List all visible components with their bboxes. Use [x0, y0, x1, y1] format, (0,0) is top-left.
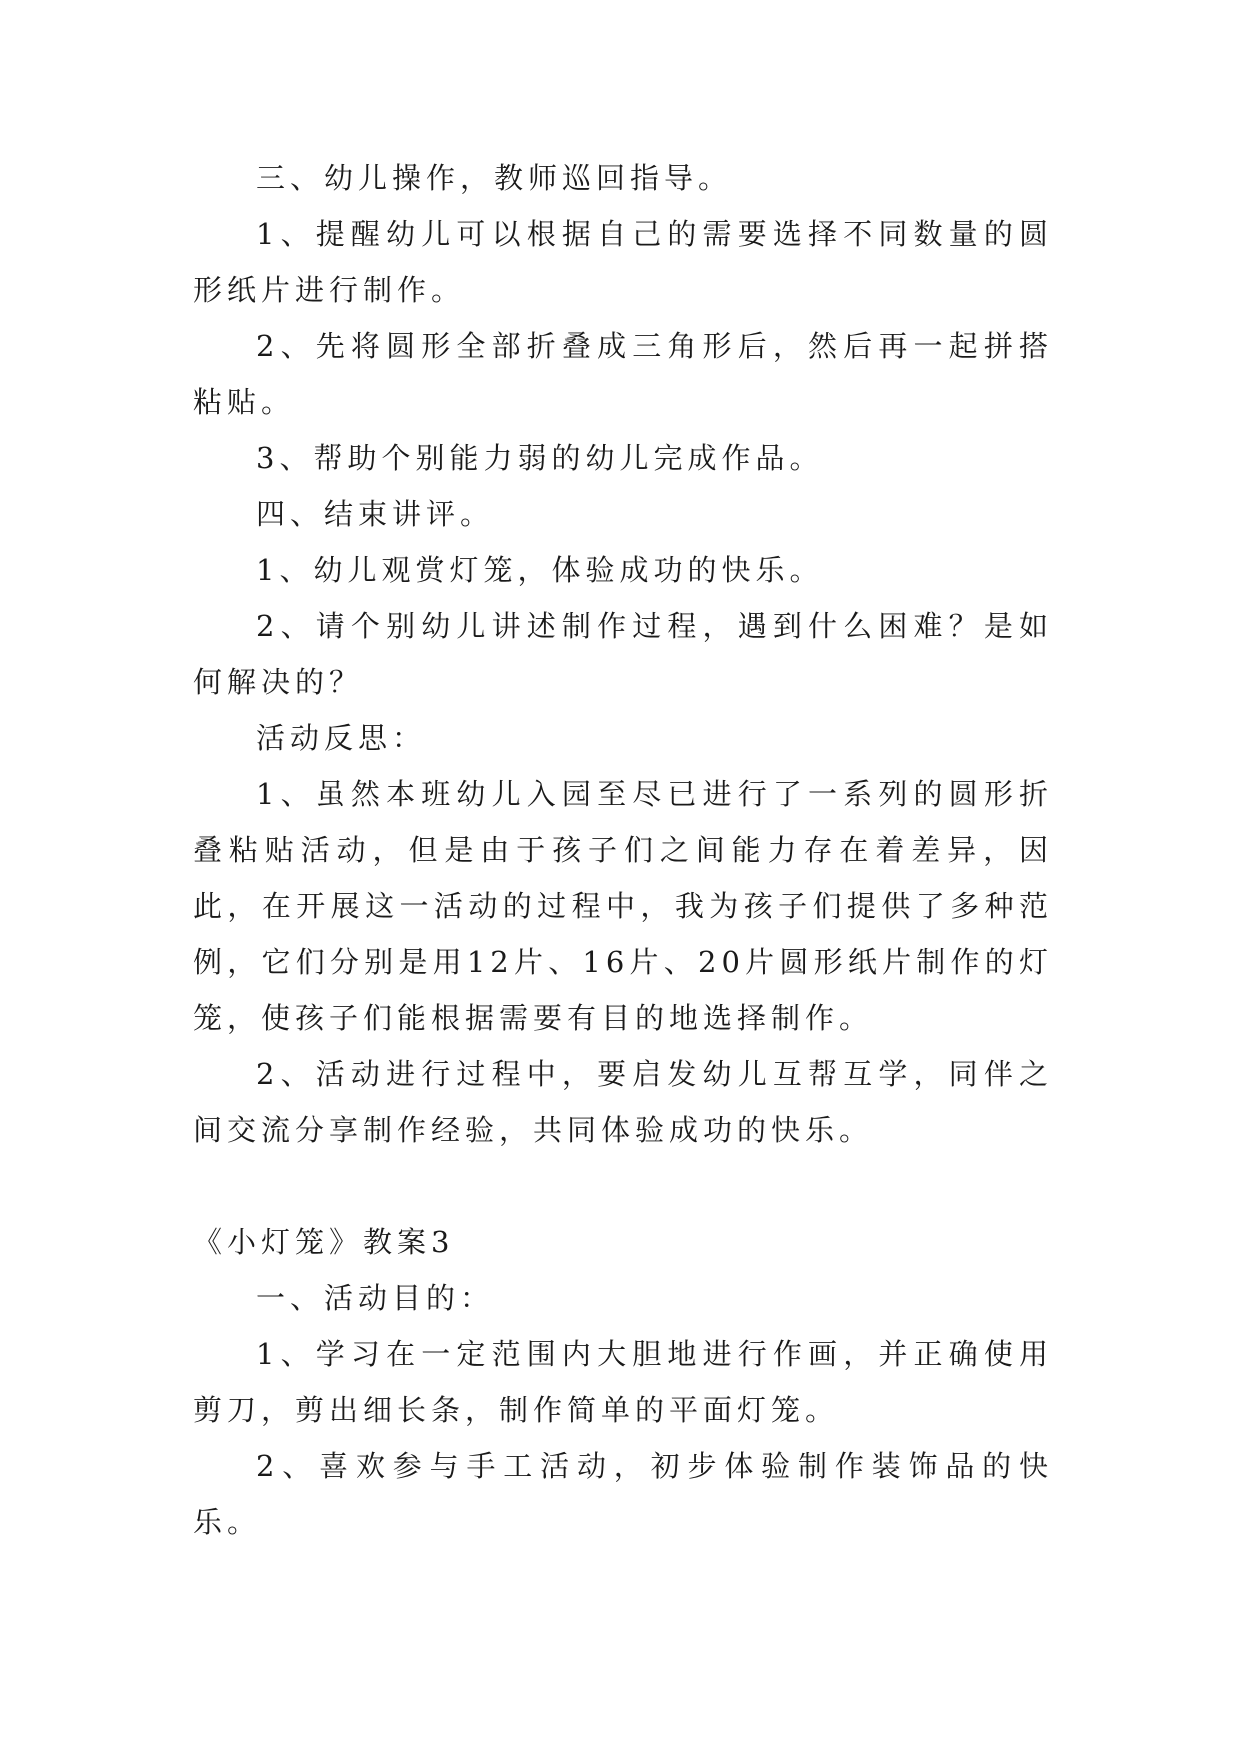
section-three-item-3: 3、帮助个别能力弱的幼儿完成作品。: [256, 441, 824, 475]
section-four-item-1: 1、幼儿观赏灯笼，体验成功的快乐。: [256, 553, 824, 587]
reflection-item-2: 2、活动进行过程中，要启发幼儿互帮互学，同伴之间交流分享制作经验，共同体验成功的快乐。: [193, 1057, 1053, 1147]
section-three-item-1: 1、提醒幼儿可以根据自己的需要选择不同数量的圆形纸片进行制作。: [193, 217, 1053, 307]
section-four-item-2: 2、请个别幼儿讲述制作过程，遇到什么困难？是如何解决的？: [193, 609, 1053, 699]
section-three-item-2: 2、先将圆形全部折叠成三角形后，然后再一起拼搭粘贴。: [193, 329, 1053, 419]
goal-item-1: 1、学习在一定范围内大胆地进行作画，并正确使用剪刀，剪出细长条，制作简单的平面灯笼。: [193, 1337, 1053, 1427]
section-four-heading: 四、结束讲评。: [256, 497, 495, 531]
reflection-heading: 活动反思：: [256, 721, 427, 755]
section-three-heading: 三、幼儿操作，教师巡回指导。: [256, 161, 733, 195]
goal-item-2: 2、喜欢参与手工活动，初步体验制作装饰品的快乐。: [193, 1449, 1053, 1539]
goals-heading: 一、活动目的：: [256, 1281, 495, 1315]
document-body: [193, 150, 1053, 1550]
lesson-title: 《小灯笼》教案3: [193, 1225, 455, 1259]
reflection-item-1: 1、虽然本班幼儿入园至尽已进行了一系列的圆形折叠粘贴活动，但是由于孩子们之间能力存在着差异，因此，在开展这一活动的过程中，我为孩子们提供了多种范例，它们分别是用12片、16片、20片圆形纸片制作的灯笼，使孩子们能根据需要有目的地选择制作。: [193, 777, 1053, 1035]
